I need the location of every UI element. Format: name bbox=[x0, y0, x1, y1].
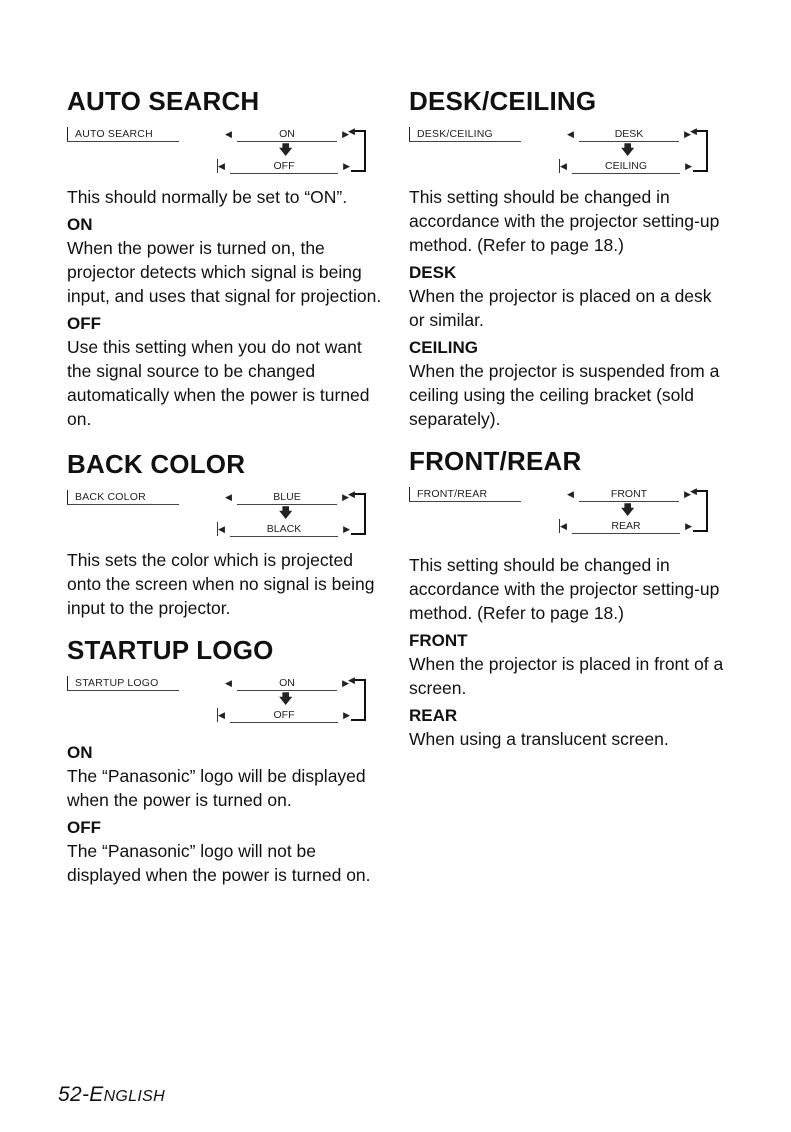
section-auto-search bbox=[67, 86, 387, 431]
page-number: 52- bbox=[58, 1083, 90, 1106]
option-text-on: When the power is turned on, the projector detects which signal is being input, and uses that signal for projection. bbox=[67, 238, 382, 306]
menu-diagram: AUTO SEARCH ◀ ON ▶ 🡇 ◀ OFF ▶ ◀ bbox=[67, 127, 375, 185]
left-arrow-icon: ◀ bbox=[225, 129, 232, 139]
right-arrow-icon: ▶ bbox=[684, 489, 691, 499]
menu-label: FRONT/REAR bbox=[417, 488, 488, 500]
left-arrow-icon: ◀ bbox=[218, 161, 225, 171]
right-arrow-icon: ▶ bbox=[342, 129, 349, 139]
option-heading-off: OFF bbox=[67, 818, 101, 837]
right-arrow-icon: ▶ bbox=[343, 524, 350, 534]
left-arrow-icon: ◀ bbox=[225, 492, 232, 502]
option-heading-desk: DESK bbox=[409, 263, 457, 282]
cycle-loop-icon bbox=[356, 130, 366, 172]
page-footer bbox=[58, 1083, 165, 1107]
section-desk-ceiling bbox=[409, 86, 729, 431]
left-arrow-icon: ◀ bbox=[218, 524, 225, 534]
language-rest: NGLISH bbox=[103, 1088, 165, 1105]
option-text-on: The “Panasonic” logo will be displayed when the power is turned on. bbox=[67, 766, 366, 810]
menu-diagram: FRONT/REAR ◀ FRONT ▶ 🡇 ◀ REAR ▶ ◀ bbox=[409, 487, 717, 545]
down-arrow-icon: 🡇 bbox=[621, 502, 635, 517]
intro-text: This setting should be changed in accordance with the projector setting-up method. (Refer to page 18.) bbox=[409, 555, 720, 623]
menu-option-top: ◀ FRONT ▶ bbox=[567, 488, 691, 500]
section-title: BACK COLOR bbox=[67, 449, 246, 479]
option-text-off: Use this setting when you do not want the signal source to be changed automatically when the power is turned on. bbox=[67, 337, 370, 429]
down-arrow-icon: 🡇 bbox=[621, 142, 635, 157]
option-heading-on: ON bbox=[67, 743, 93, 762]
menu-option-top: ◀ ON ▶ bbox=[225, 128, 349, 140]
menu-label: DESK/CEILING bbox=[417, 128, 493, 140]
option-heading-on: ON bbox=[67, 215, 93, 234]
section-title: FRONT/REAR bbox=[409, 446, 582, 476]
left-arrow-icon: ◀ bbox=[225, 678, 232, 688]
menu-option-top: ◀ DESK ▶ bbox=[567, 128, 691, 140]
menu-option-top: ◀ BLUE ▶ bbox=[225, 491, 349, 503]
option-text-front: When the projector is placed in front of a screen. bbox=[409, 654, 724, 698]
menu-label: BACK COLOR bbox=[75, 491, 146, 503]
description-text: This sets the color which is projected onto the screen when no signal is being input to the projector. bbox=[67, 550, 375, 618]
section-back-color bbox=[67, 449, 387, 620]
menu-diagram: DESK/CEILING ◀ DESK ▶ 🡇 ◀ CEILING ▶ ◀ bbox=[409, 127, 717, 185]
option-heading-off: OFF bbox=[67, 314, 101, 333]
menu-option-top: ◀ ON ▶ bbox=[225, 677, 349, 689]
option-text-off: The “Panasonic” logo will not be displayed when the power is turned on. bbox=[67, 841, 371, 885]
section-title: STARTUP LOGO bbox=[67, 635, 274, 665]
intro-text: This should normally be set to “ON”. bbox=[67, 187, 348, 207]
left-column bbox=[67, 86, 387, 897]
left-arrow-icon: ◀ bbox=[567, 129, 574, 139]
cycle-loop-icon bbox=[698, 130, 708, 172]
down-arrow-icon: 🡇 bbox=[279, 691, 293, 706]
right-column bbox=[409, 86, 729, 761]
left-arrow-icon: ◀ bbox=[567, 489, 574, 499]
language-initial: E bbox=[89, 1083, 104, 1106]
menu-label: AUTO SEARCH bbox=[75, 128, 153, 140]
menu-option-bottom: ◀ OFF ▶ bbox=[218, 709, 350, 721]
section-front-rear bbox=[409, 446, 729, 751]
right-arrow-icon: ▶ bbox=[342, 492, 349, 502]
menu-label: STARTUP LOGO bbox=[75, 677, 159, 689]
option-heading-rear: REAR bbox=[409, 706, 458, 725]
right-arrow-icon: ▶ bbox=[342, 678, 349, 688]
menu-option-bottom: ◀ REAR ▶ bbox=[560, 520, 692, 532]
cycle-loop-icon bbox=[698, 490, 708, 532]
menu-diagram: STARTUP LOGO ◀ ON ▶ 🡇 ◀ OFF ▶ ◀ bbox=[67, 676, 375, 734]
option-heading-ceiling: CEILING bbox=[409, 338, 478, 357]
right-arrow-icon: ▶ bbox=[684, 129, 691, 139]
menu-option-bottom: ◀ BLACK ▶ bbox=[218, 523, 350, 535]
option-heading-front: FRONT bbox=[409, 631, 468, 650]
menu-diagram: BACK COLOR ◀ BLUE ▶ 🡇 ◀ BLACK ▶ ◀ bbox=[67, 490, 375, 548]
intro-text: This setting should be changed in accordance with the projector setting-up method. (Refer to page 18.) bbox=[409, 187, 720, 255]
left-arrow-icon: ◀ bbox=[560, 161, 567, 171]
section-startup-logo bbox=[67, 635, 387, 887]
menu-option-bottom: ◀ OFF ▶ bbox=[218, 160, 350, 172]
section-title: AUTO SEARCH bbox=[67, 86, 260, 116]
left-arrow-icon: ◀ bbox=[218, 710, 225, 720]
right-arrow-icon: ▶ bbox=[685, 161, 692, 171]
right-arrow-icon: ▶ bbox=[343, 710, 350, 720]
right-arrow-icon: ▶ bbox=[343, 161, 350, 171]
option-text-rear: When using a translucent screen. bbox=[409, 729, 669, 749]
cycle-loop-icon bbox=[356, 679, 366, 721]
cycle-loop-icon bbox=[356, 493, 366, 535]
left-arrow-icon: ◀ bbox=[560, 521, 567, 531]
down-arrow-icon: 🡇 bbox=[279, 505, 293, 520]
down-arrow-icon: 🡇 bbox=[279, 142, 293, 157]
section-title: DESK/CEILING bbox=[409, 86, 597, 116]
menu-option-bottom: ◀ CEILING ▶ bbox=[560, 160, 692, 172]
right-arrow-icon: ▶ bbox=[685, 521, 692, 531]
option-text-ceiling: When the projector is suspended from a ceiling using the ceiling bracket (sold separately). bbox=[409, 361, 720, 429]
option-text-desk: When the projector is placed on a desk or similar. bbox=[409, 286, 712, 330]
